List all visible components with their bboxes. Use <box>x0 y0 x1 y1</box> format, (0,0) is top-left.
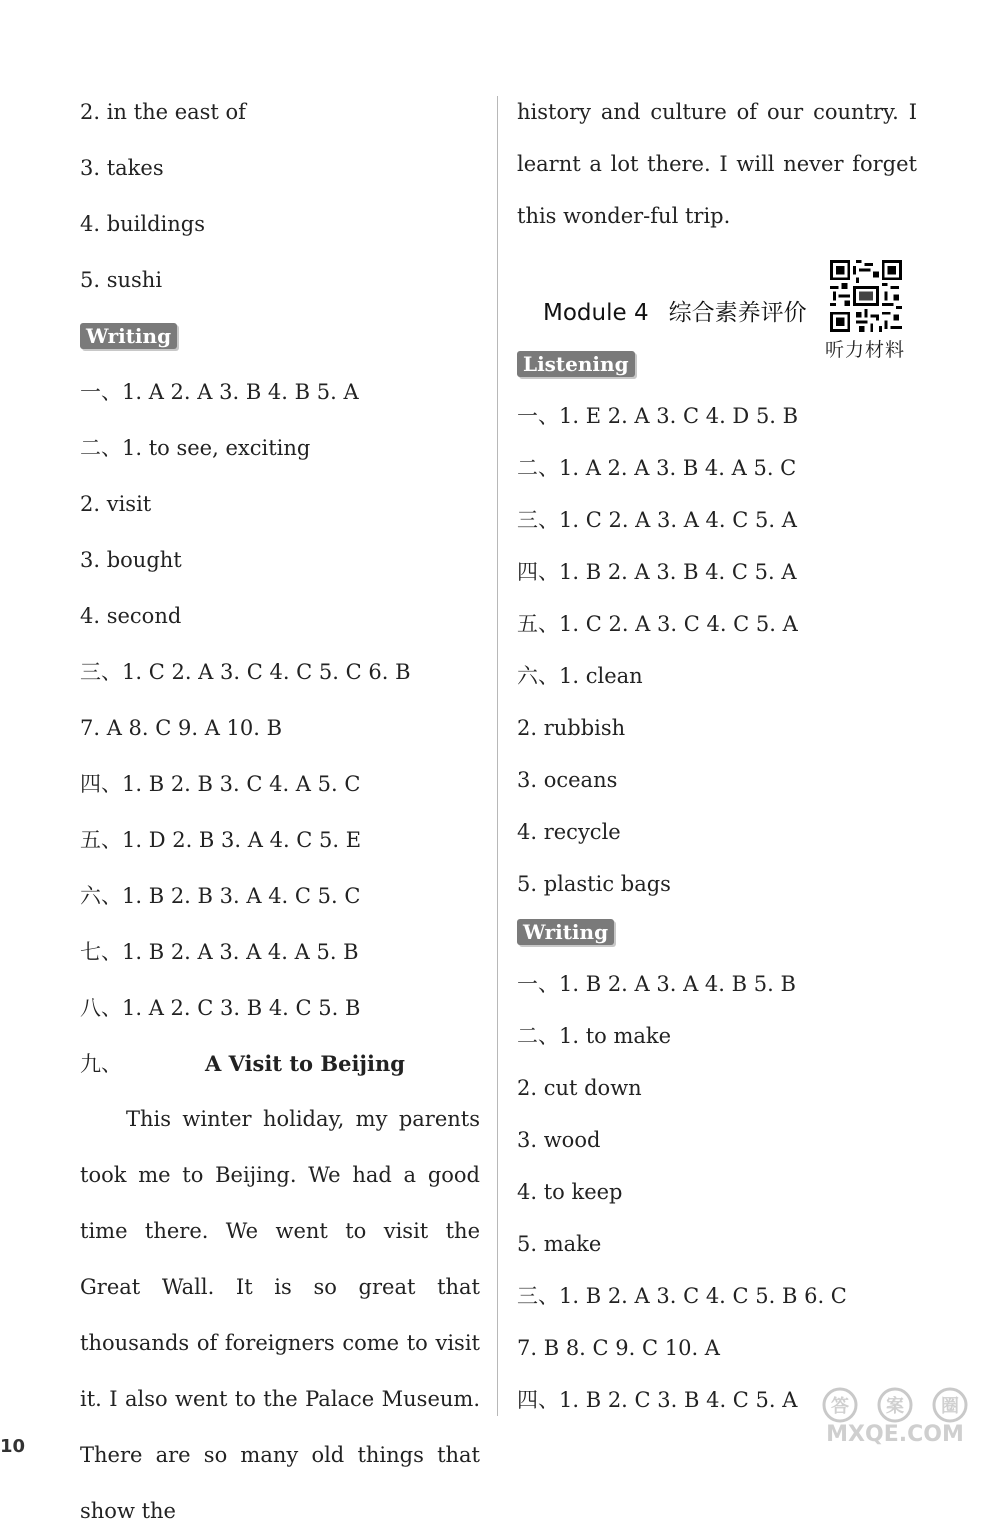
answer-line: 3. wood <box>517 1128 601 1152</box>
answer-line: 一、1. E 2. A 3. C 4. D 5. B <box>517 404 799 428</box>
answer-line: 5. make <box>517 1232 602 1256</box>
answer-line: 4. to keep <box>517 1180 623 1204</box>
watermark-char-1: 答 <box>831 1396 849 1417</box>
essay-title: A Visit to Beijing <box>205 1051 405 1076</box>
answer-line: 3. bought <box>80 548 182 572</box>
answer-line: 六、1. clean <box>517 664 643 688</box>
essay-number: 九、 <box>80 1052 122 1076</box>
answer-line: 四、1. B 2. B 3. C 4. A 5. C <box>80 772 361 796</box>
module-title <box>543 298 807 328</box>
module-subtitle: 综合素养评价 <box>668 300 807 326</box>
page-number: 10 <box>0 1436 26 1457</box>
answer-line: 四、1. B 2. A 3. B 4. C 5. A <box>517 560 797 584</box>
listening-section-badge: Listening <box>517 351 635 377</box>
answer-line: 4. second <box>80 604 182 628</box>
watermark-char-2: 案 <box>886 1396 904 1417</box>
answer-line: 一、1. A 2. A 3. B 4. B 5. A <box>80 380 359 404</box>
qr-caption: 听力材料 <box>825 339 906 361</box>
answer-line: 7. A 8. C 9. A 10. B <box>80 716 283 740</box>
column-divider <box>497 96 498 1416</box>
answer-line: 4. buildings <box>80 212 206 236</box>
essay-continued: history and culture of our country. I learnt a lot there. I will never forget this wonder-ful trip. <box>517 100 917 228</box>
answer-line: 六、1. B 2. B 3. A 4. C 5. C <box>80 884 361 908</box>
answer-line: 三、1. C 2. A 3. A 4. C 5. A <box>517 508 797 532</box>
answer-line: 二、1. A 2. A 3. B 4. A 5. C <box>517 456 797 480</box>
answer-line: 4. recycle <box>517 820 621 844</box>
answer-line: 2. visit <box>80 492 152 516</box>
answer-line: 一、1. B 2. A 3. A 4. B 5. B <box>517 972 796 996</box>
answer-line: 五、1. D 2. B 3. A 4. C 5. E <box>80 828 362 852</box>
answer-line: 3. takes <box>80 156 164 180</box>
answer-line: 八、1. A 2. C 3. B 4. C 5. B <box>80 996 361 1020</box>
answer-line: 3. oceans <box>517 768 618 792</box>
answer-line: 三、1. C 2. A 3. C 4. C 5. C 6. B <box>80 660 411 684</box>
answer-line: 二、1. to make <box>517 1024 672 1048</box>
answer-line: 5. sushi <box>80 268 163 292</box>
writing-section-badge: Writing <box>517 919 614 945</box>
watermark-char-3: 圈 <box>941 1396 959 1417</box>
qr-code-icon <box>830 260 902 332</box>
answer-line: 2. rubbish <box>517 716 626 740</box>
essay-body-text: This winter holiday, my parents took me to Beijing. We had a good time there. We went to visit the Great Wall. It is so great that thousands of foreigners come to visit it. I also went to the Palace Museum. There are so many old things that show the <box>80 1107 480 1523</box>
answer-line: 五、1. C 2. A 3. C 4. C 5. A <box>517 612 798 636</box>
answer-line: 三、1. B 2. A 3. C 4. C 5. B 6. C <box>517 1284 847 1308</box>
module-title-number: Module 4 <box>543 300 649 326</box>
answer-line: 2. in the east of <box>80 100 246 124</box>
watermark-logo-icon <box>800 1385 990 1445</box>
answer-line: 7. B 8. C 9. C 10. A <box>517 1336 720 1360</box>
essay-body <box>80 1091 480 1539</box>
watermark-text: MXQE.COM <box>826 1422 964 1445</box>
answer-line: 5. plastic bags <box>517 872 671 896</box>
answer-line: 七、1. B 2. A 3. A 4. A 5. B <box>80 940 359 964</box>
answer-line: 二、1. to see, exciting <box>80 436 311 460</box>
answer-line: 2. cut down <box>517 1076 642 1100</box>
answer-line: 四、1. B 2. C 3. B 4. C 5. A <box>517 1388 798 1412</box>
writing-section-badge: Writing <box>80 323 177 349</box>
